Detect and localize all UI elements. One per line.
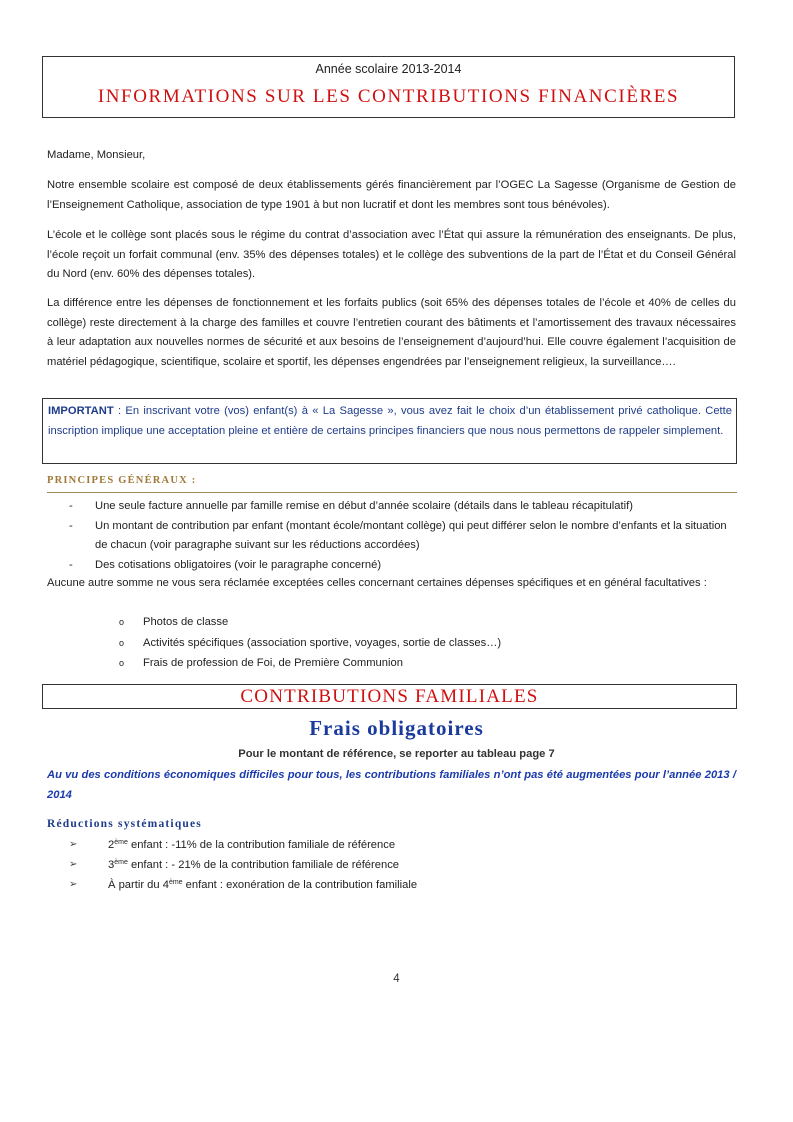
reductions-list <box>47 835 737 895</box>
list-item <box>47 653 737 674</box>
list-item <box>47 875 737 895</box>
important-notice <box>42 398 737 464</box>
page-number: 4 <box>393 973 400 985</box>
list-item-text: enfant : exonération de la contribution familiale <box>182 879 418 891</box>
list-item-text: Activités spécifiques (association sportive, voyages, sortie de classes…) <box>143 636 502 649</box>
school-year: Année scolaire 2013-2014 <box>315 62 462 76</box>
header-box <box>42 56 735 118</box>
dash-bullet: - <box>69 519 73 532</box>
paragraph-difference: La différence entre les dépenses de fonctionnement et les forfaits publics (soit 65% des dépenses totales de l’école et 40% de celles du collège) reste directement à la charge des familles et couvre l’entretien courant des bâtiments et l’amortissement des travaux nécessaires à leur adaptation aux nouvelles normes de sécurité et aux besoins de l’enseignement d’aujourd’hui. Elle couvre également l’acquisition de matériel pédagogique, scientifique, scolaire et sportif, les dépenses engendrées par l’enseignement religieux, la surveillance…. <box>47 297 736 368</box>
principes-list <box>47 497 737 575</box>
list-item-text: Une seule facture annuelle par famille remise en début d’année scolaire (détails dans le tableau récapitulatif) <box>95 500 633 512</box>
dash-bullet: - <box>69 500 73 512</box>
paragraph-contrat: L’école et le collège sont placés sous le régime du contrat d’association avec l’État qui assure la rémunération des enseignants. De plus, l’école reçoit un forfait communal (env. 35% des dépenses totales) et le collège des subventions de la part de l’État et du Conseil Général du Nord (env. 60% des dépenses totales). <box>47 229 736 280</box>
arrow-bullet-icon: ➢ <box>69 879 78 890</box>
list-item-text: Frais de profession de Foi, de Première Communion <box>143 657 403 669</box>
important-label: IMPORTANT <box>48 405 114 417</box>
ordinal-number: À partir du 4 <box>108 879 169 891</box>
ordinal-suffix: ème <box>114 839 128 846</box>
circle-bullet: o <box>119 658 125 668</box>
list-item-text: Des cotisations obligatoires (voir le paragraphe concerné) <box>95 558 382 571</box>
ordinal-suffix: ème <box>168 879 183 886</box>
frais-obligatoires-title: Frais obligatoires <box>309 716 484 740</box>
list-item <box>47 517 737 556</box>
list-item <box>47 855 737 875</box>
page-title: INFORMATIONS SUR LES CONTRIBUTIONS FINANCIÈRES <box>97 86 680 107</box>
ordinal-suffix: ème <box>114 859 128 866</box>
list-item-text: enfant : - 21% de la contribution familiale de référence <box>127 859 400 871</box>
contributions-title: CONTRIBUTIONS FAMILIALES <box>42 684 737 709</box>
list-item <box>47 556 737 576</box>
circle-bullet: o <box>119 617 125 627</box>
contributions-note: Au vu des conditions économiques difficiles pour tous, les contributions familiales n’ont pas été augmentées pour l’année 2013 / 2014 <box>47 769 736 801</box>
list-item <box>47 835 737 855</box>
ordinal-number: 2 <box>108 839 115 851</box>
important-text: : En inscrivant votre (vos) enfant(s) à « La Sagesse », vous avez fait le choix d’un établissement privé catholique. Cette inscription implique une acceptation pleine et entière de certains principes financiers que nous nous permettons de rappeler simplement. <box>48 405 732 437</box>
dash-bullet: - <box>69 558 73 571</box>
paragraph-autres-sommes: Aucune autre somme ne vous sera réclamée exceptées celles concernant certaines dépenses spécifiques et en général facultatives : <box>47 577 707 589</box>
reductions-heading: Réductions systématiques <box>47 818 202 830</box>
list-item <box>47 497 737 517</box>
list-item-text: Un montant de contribution par enfant (montant école/montant collège) qui peut différer selon le nombre d’enfants et la situation de chacun (voir paragraphe suivant sur les réductions accordées) <box>95 519 727 551</box>
reference-note: Pour le montant de référence, se reporter au tableau page 7 <box>238 748 555 760</box>
arrow-bullet-icon: ➢ <box>69 839 78 850</box>
principes-heading: PRINCIPES GÉNÉRAUX : <box>47 475 737 493</box>
arrow-bullet-icon: ➢ <box>69 859 78 870</box>
list-item <box>47 633 737 654</box>
ordinal-number: 3 <box>108 859 115 871</box>
salutation: Madame, Monsieur, <box>47 149 146 161</box>
list-item-text: enfant : -11% de la contribution familiale de référence <box>127 839 396 851</box>
circle-bullet: o <box>119 637 125 648</box>
paragraph-ogec: Notre ensemble scolaire est composé de deux établissements gérés financièrement par l’OGEC La Sagesse (Organisme de Gestion de l’Enseignement Catholique, association de type 1901 à but non lucratif et dont les membres sont tous bénévoles). <box>47 179 736 211</box>
facultatives-list <box>47 612 737 674</box>
list-item <box>47 612 737 633</box>
list-item-text: Photos de classe <box>143 616 229 628</box>
